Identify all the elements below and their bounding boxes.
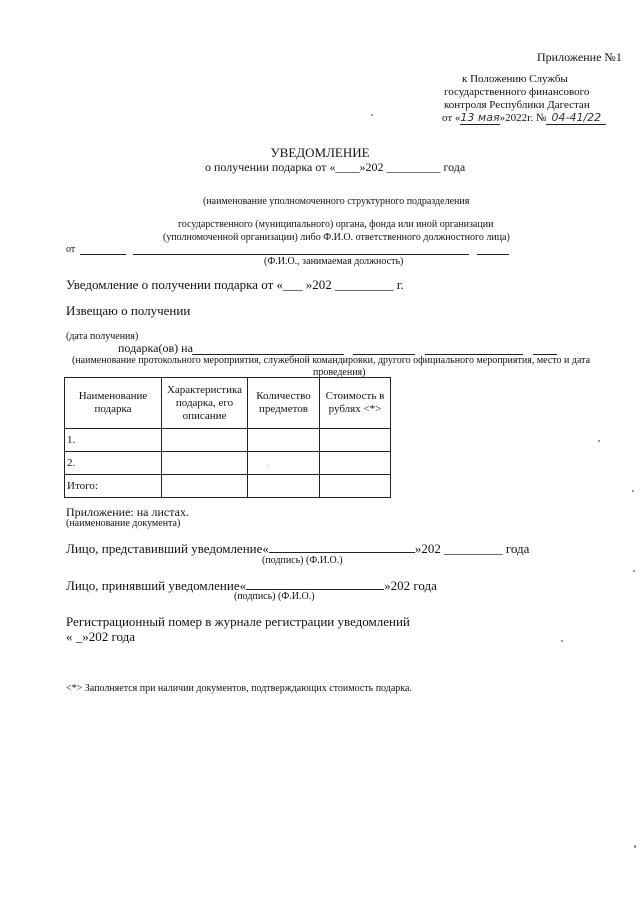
col-header-description: Характеристика подарка, его описание xyxy=(162,378,248,429)
addressee-caption-1: (наименование уполномоченного структурного подразделения xyxy=(203,196,470,207)
notice-line: Уведомление о получении подарка от «___ »202 _________ г. xyxy=(66,277,404,292)
table-row xyxy=(65,475,391,498)
scan-speck xyxy=(561,640,563,642)
col-header-cost: Стоимость в рублях <*> xyxy=(320,378,391,429)
received-by-label: Лицо, принявший уведомление« xyxy=(66,578,247,593)
page-title: УВЕДОМЛЕНИЕ xyxy=(270,145,370,160)
scan-speck xyxy=(634,845,636,848)
table-cell[interactable] xyxy=(320,475,391,498)
addressee-caption-2: государственного (муниципального) органа, фонда или иной организации xyxy=(178,219,494,230)
table-cell[interactable] xyxy=(320,429,391,452)
table-cell[interactable] xyxy=(162,475,248,498)
table-row xyxy=(65,429,391,452)
from-underline-1 xyxy=(80,254,126,255)
event-caption-2: проведения) xyxy=(313,367,366,378)
received-by-tail: »202 года xyxy=(384,578,437,593)
presented-by-field[interactable] xyxy=(269,540,415,553)
presented-by-tail: »202 _________ года xyxy=(414,541,530,556)
handwritten-date: 13 мая xyxy=(460,111,500,124)
date-prefix: от « xyxy=(442,112,461,124)
presented-by-caption: (подпись) (Ф.И.О.) xyxy=(262,555,343,566)
table-cell[interactable] xyxy=(248,429,320,452)
addressee-caption-3: (уполномоченной организации) либо Ф.И.О. ответственного должностного лица) xyxy=(163,232,510,243)
scan-speck xyxy=(633,570,635,572)
scan-speck xyxy=(371,114,373,116)
date-received-caption: (дата получения) xyxy=(66,331,139,342)
table-cell[interactable] xyxy=(248,452,320,475)
header-date-line xyxy=(442,111,606,125)
scan-speck xyxy=(598,440,600,442)
table-row xyxy=(65,452,391,475)
from-label: от xyxy=(66,244,76,255)
scan-speck xyxy=(632,490,634,492)
received-by-field[interactable] xyxy=(246,577,384,590)
registration-line-2: « _»202 года xyxy=(66,629,136,644)
table-header-row xyxy=(65,378,391,429)
footnote: <*> Заполняется при наличии документов, подтверждающих стоимость подарка. xyxy=(66,683,412,694)
row-label: 1. xyxy=(65,429,162,452)
gifts-on-label: подарка(ов) на xyxy=(118,341,193,355)
event-caption-1: (наименование протокольного мероприятия, служебной командировки, другого официального мероприятия, место и дата xyxy=(72,355,591,366)
page-subtitle: о получении подарка от «____»202 _________ года xyxy=(205,160,466,174)
attachment-line: Приложение: на листах. xyxy=(66,505,189,519)
gifts-table xyxy=(64,377,391,498)
row-label: 2. xyxy=(65,452,162,475)
attachment-caption: (наименование документа) xyxy=(66,518,181,529)
header-line-3: контроля Республики Дагестан xyxy=(444,99,590,111)
appendix-label: Приложение №1 xyxy=(537,50,622,64)
table-cell[interactable] xyxy=(162,429,248,452)
registration-line-1: Регистрационный помер в журнале регистрации уведомлений xyxy=(66,614,410,629)
row-label-total: Итого: xyxy=(65,475,162,498)
header-line-2: государственного финансового xyxy=(444,86,590,98)
from-underline-2 xyxy=(133,254,469,255)
presented-by-label: Лицо, представивший уведомление« xyxy=(66,541,269,556)
scan-speck xyxy=(268,465,269,466)
header-line-1: к Положению Службы xyxy=(462,73,568,85)
col-header-name: Наименование подарка xyxy=(65,378,162,429)
from-underline-3 xyxy=(477,254,509,255)
table-cell[interactable] xyxy=(162,452,248,475)
handwritten-doc-number: 04-41/22 xyxy=(546,111,606,125)
inform-text: Извещаю о получении xyxy=(66,303,191,318)
table-cell[interactable] xyxy=(320,452,391,475)
from-caption: (Ф.И.О., занимаемая должность) xyxy=(264,256,404,267)
table-cell[interactable] xyxy=(248,475,320,498)
received-by-caption: (подпись) (Ф.И.О.) xyxy=(234,591,315,602)
date-suffix: »2022г. № xyxy=(499,112,547,124)
col-header-quantity: Количество предметов xyxy=(248,378,320,429)
